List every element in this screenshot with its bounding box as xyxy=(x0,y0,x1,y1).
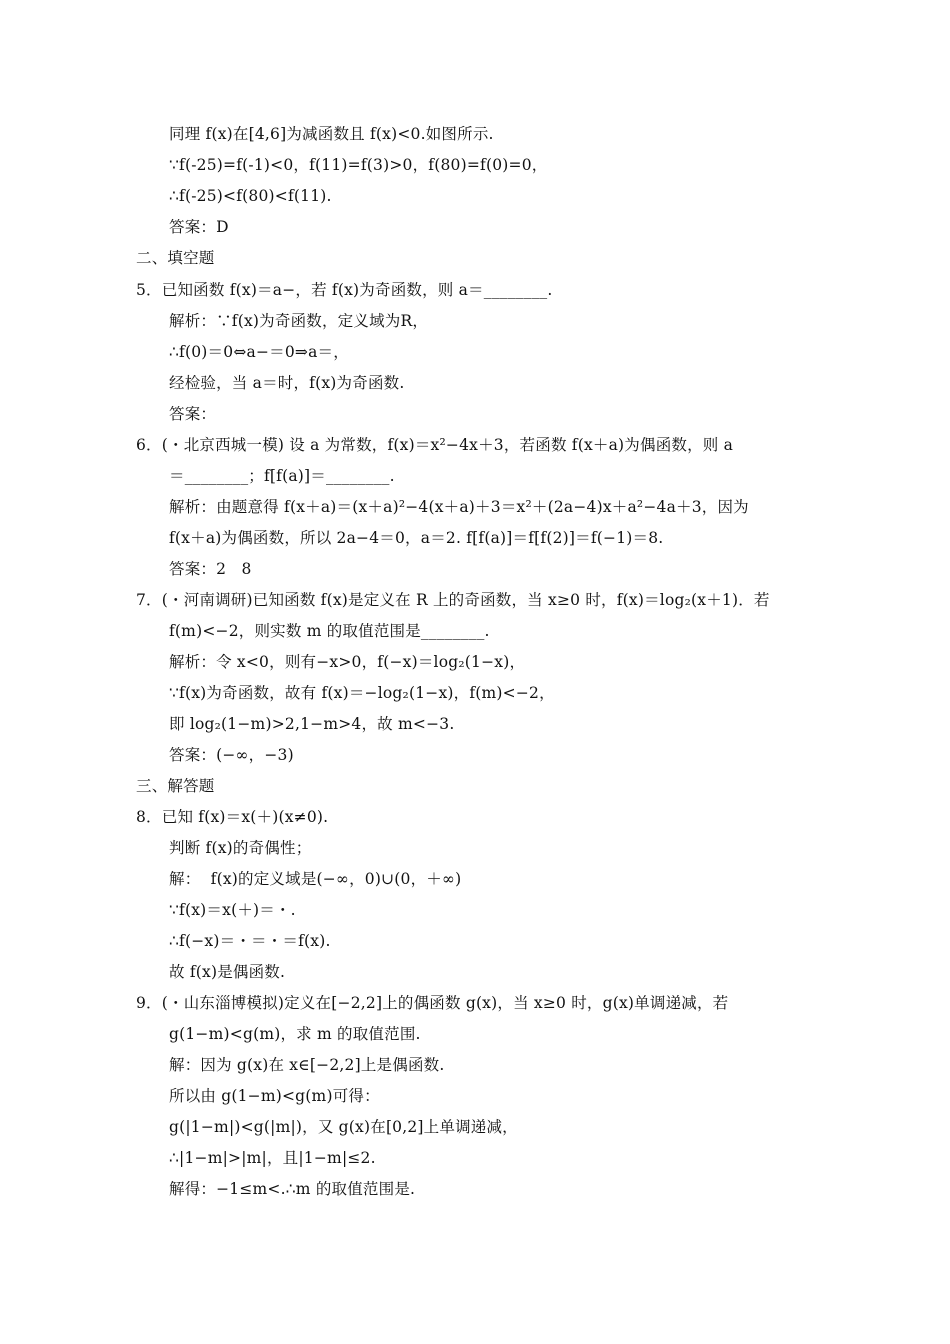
text-line: ∵f(x)为奇函数，故有 f(x)＝−log₂(1−x)，f(m)<−2， xyxy=(169,684,555,702)
question-line: 6．(・北京西城一模) 设 a 为常数，f(x)＝x²−4x＋3，若函数 f(x＋a)为偶函数，则 a xyxy=(136,436,734,454)
text-line: ∵f(-25)=f(-1)<0，f(11)=f(3)>0，f(80)=f(0)=0， xyxy=(169,156,548,174)
text-line: 同理 f(x)在[4,6]为减函数且 f(x)<0.如图所示. xyxy=(169,125,494,143)
text-line: g(|1−m|)<g(|m|)，又 g(x)在[0,2]上单调递减， xyxy=(169,1118,518,1136)
text-line: 答案：(−∞，−3) xyxy=(169,746,294,764)
text-line: 判断 f(x)的奇偶性； xyxy=(169,839,312,857)
text-line: 答案：D xyxy=(169,218,229,236)
text-line: 答案： xyxy=(169,405,217,423)
text-line: 解析：由题意得 f(x＋a)＝(x＋a)²−4(x＋a)＋3＝x²＋(2a−4)x＋a²−4a＋3，因为 xyxy=(169,498,749,516)
text-line: g(1−m)<g(m)，求 m 的取值范围. xyxy=(169,1025,421,1043)
text-line: 解析：∵f(x)为奇函数，定义域为R， xyxy=(169,312,429,330)
text-line: 即 log₂(1−m)>2,1−m>4，故 m<−3. xyxy=(169,715,455,733)
text-line: 经检验，当 a＝时，f(x)为奇函数. xyxy=(169,374,405,392)
text-line: 解：因为 g(x)在 x∈[−2,2]上是偶函数. xyxy=(169,1056,445,1074)
text-line: f(m)<−2，则实数 m 的取值范围是________. xyxy=(169,622,490,640)
text-line: ∴|1−m|>|m|，且|1−m|≤2. xyxy=(169,1149,376,1167)
text-line: ∴f(-25)<f(80)<f(11). xyxy=(169,187,332,205)
question-line: 5．已知函数 f(x)＝a−，若 f(x)为奇函数，则 a＝________. xyxy=(136,281,553,299)
text-line: ∴f(0)＝0⇔a−＝0⇒a＝， xyxy=(169,343,349,361)
text-line: f(x＋a)为偶函数，所以 2a−4＝0，a＝2. f[f(a)]＝f[f(2)]＝f(−1)＝8. xyxy=(169,529,664,547)
question-line: 9．(・山东淄博模拟)定义在[−2,2]上的偶函数 g(x)，当 x≥0 时，g(x)单调递减，若 xyxy=(136,994,729,1012)
text-line: ∵f(x)＝x(＋)＝・. xyxy=(169,901,296,919)
text-line: 解： f(x)的定义域是(−∞，0)∪(0，＋∞) xyxy=(169,870,462,888)
text-line: 解析：令 x<0，则有−x>0，f(−x)＝log₂(1−x)， xyxy=(169,653,526,671)
text-line: 所以由 g(1−m)<g(m)可得： xyxy=(169,1087,380,1105)
section-heading: 二、填空题 xyxy=(136,249,215,267)
question-line: 7．(・河南调研)已知函数 f(x)是定义在 R 上的奇函数，当 x≥0 时，f(x)＝log₂(x＋1)．若 xyxy=(136,591,770,609)
text-line: 故 f(x)是偶函数. xyxy=(169,963,286,981)
question-line: 8．已知 f(x)＝x(＋)(x≠0). xyxy=(136,808,329,826)
text-line: ＝________；f[f(a)]＝________. xyxy=(169,467,395,485)
text-line: 解得：−1≤m<.∴m 的取值范围是. xyxy=(169,1180,416,1198)
section-heading: 三、解答题 xyxy=(136,777,215,795)
text-line: ∴f(−x)＝・＝・＝f(x). xyxy=(169,932,331,950)
text-line: 答案：2 8 xyxy=(169,560,252,578)
